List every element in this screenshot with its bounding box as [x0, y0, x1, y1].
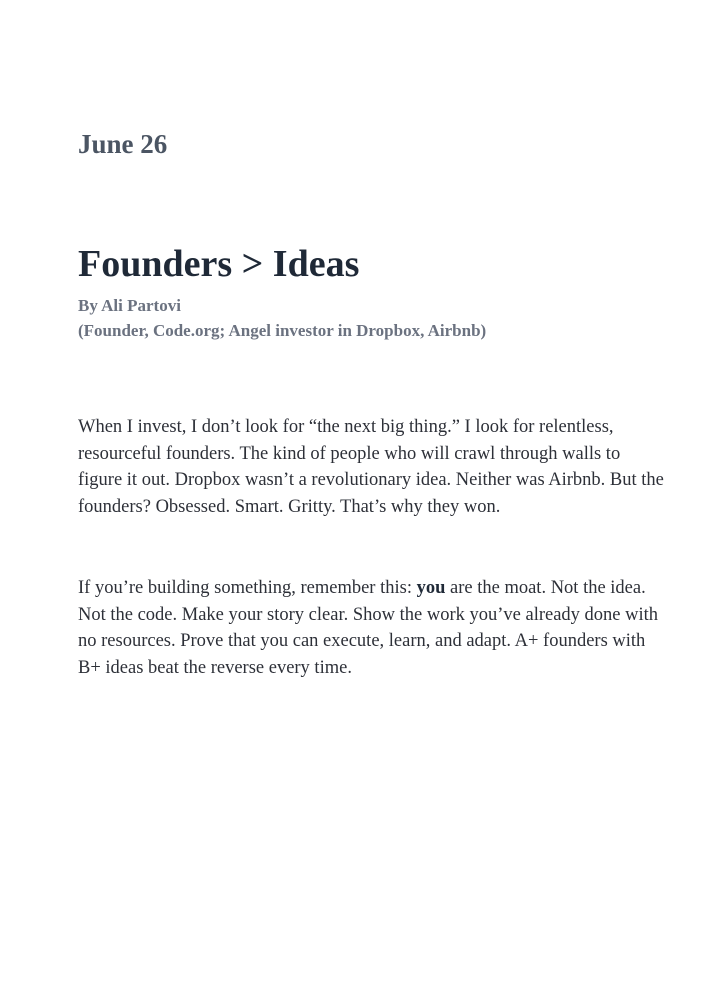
- author-affiliation: (Founder, Code.org; Angel investor in Dropbox, Airbnb): [78, 321, 487, 340]
- paragraph-2-intro: If you’re building something, remember this:: [78, 578, 417, 598]
- paragraph-2-rest: are the moat. Not the idea. Not the code. Make your story clear. Show the work you’ve already done with no resources. Prove that you can execute, learn, and adapt. A+ founders with B+ ideas beat the reverse every time.: [78, 578, 659, 678]
- entry-date: June 26: [78, 129, 168, 159]
- author-byline: By Ali Partovi: [78, 296, 181, 315]
- body-paragraph-1: When I invest, I don’t look for “the next big thing.” I look for relentless, resourceful founders. The kind of people who will crawl through walls to figure it out. Dropbox wasn’t a revolutionary idea. Neither was Airbnb. But the founders? Obsessed. Smart. Gritty. That’s why they won.: [78, 417, 664, 517]
- emphasis-you: you: [416, 578, 446, 598]
- body-paragraph-2: [78, 575, 668, 681]
- article-title: Founders > Ideas: [78, 243, 360, 285]
